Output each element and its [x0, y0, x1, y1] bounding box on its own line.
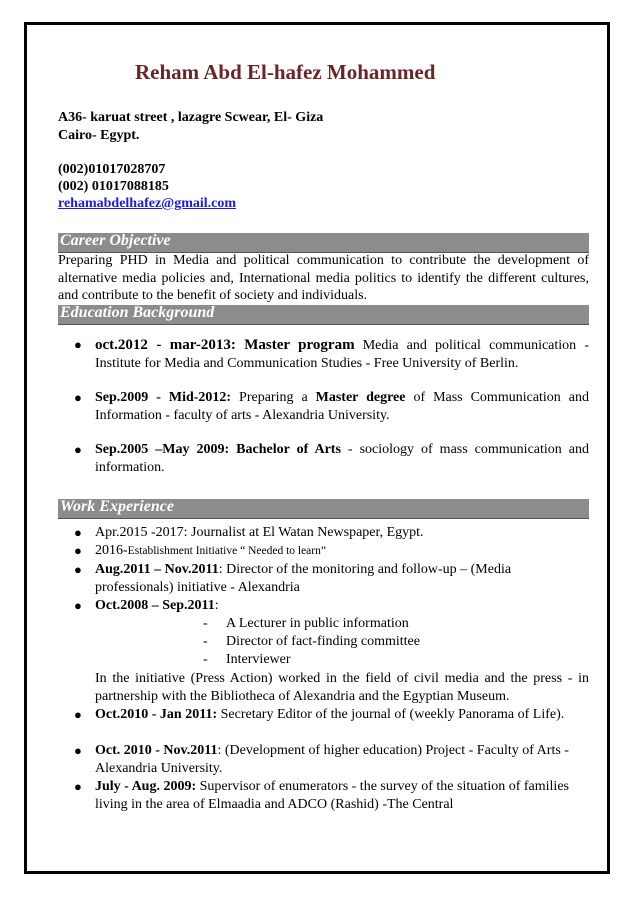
work-item-detail: Supervisor of enumerators - the survey of the situation of families living in the area of Elmaadia and ADCO (Rashid) -The Central: [95, 779, 569, 812]
address-line-1: A36- karuat street , lazagre Scwear, El- Giza: [58, 110, 324, 125]
education-item-text: [95, 389, 589, 425]
dash-icon: -: [203, 616, 208, 631]
education-header: [58, 305, 589, 325]
bullet-icon: ●: [74, 598, 82, 613]
career-objective-header: [58, 233, 589, 253]
work-item-date: Aug.2011 – Nov.2011: [95, 562, 219, 577]
bullet-icon: ●: [74, 743, 82, 758]
dash-icon: -: [203, 634, 208, 649]
career-objective-text: Preparing PHD in Media and political communication to contribute the development of alternative media policies and, International media politics to identify the different cultures, and contribute to the benefit of society and individuals.: [58, 253, 589, 303]
work-experience-title: Work Experience: [60, 498, 174, 515]
press-action-text: In the initiative (Press Action) worked in the field of civil media and the press - in partnership with the Bibliotheca of Alexandria and the Egyptian Museum.: [95, 671, 589, 704]
email-link[interactable]: rehamabdelhafez@gmail.com: [58, 196, 237, 211]
work-item-date: July - Aug. 2009:: [95, 779, 197, 794]
work-item-date: Oct. 2010 - Nov.2011: [95, 743, 218, 758]
work-item-text: [95, 597, 589, 615]
bullet-icon: ●: [74, 390, 82, 405]
work-item-date: Oct.2010 - Jan 2011:: [95, 707, 218, 722]
education-title: Education Background: [60, 304, 215, 321]
bullet-icon: ●: [74, 543, 82, 558]
bullet-icon: ●: [74, 779, 82, 794]
bullet-icon: ●: [74, 562, 82, 577]
work-item-date: Oct.2008 – Sep.2011: [95, 598, 215, 613]
career-objective-title: Career Objective: [60, 232, 171, 249]
sub-item-text: Director of fact-finding committee: [226, 634, 420, 649]
candidate-name: Reham Abd El-hafez Mohammed: [135, 60, 436, 84]
education-item-degree: Master degree: [315, 390, 406, 405]
work-item-text: [95, 561, 589, 597]
work-item-detail: Establishment Initiative “ Needed to learn”: [127, 545, 326, 557]
education-item-detail: of Mass Communication and Information - faculty of arts - Alexandria University.: [95, 390, 589, 423]
bullet-icon: ●: [74, 337, 82, 352]
address-line-2: Cairo- Egypt.: [58, 128, 140, 143]
work-item-year: 2016-: [95, 543, 128, 558]
dash-icon: -: [203, 652, 208, 667]
phone-1: (002)01017028707: [58, 162, 166, 177]
work-item-detail: Secretary Editor of the journal of (weekly Panorama of Life).: [217, 707, 565, 722]
work-item-text: [95, 778, 589, 814]
work-item-text: [95, 742, 589, 778]
phone-2: (002) 01017088185: [58, 179, 169, 194]
bullet-icon: ●: [74, 525, 82, 540]
work-item-detail: : Director of the monitoring and follow-up – (Media professionals) initiative - Alexandria: [95, 562, 512, 595]
sub-item-text: A Lecturer in public information: [226, 616, 409, 631]
education-item-detail: - sociology of mass communication and information.: [95, 442, 589, 475]
bullet-icon: ●: [74, 707, 82, 722]
work-item-text: Apr.2015 -2017: Journalist at El Watan Newspaper, Egypt.: [95, 525, 424, 540]
work-item-text: [95, 706, 589, 724]
sub-item-text: Interviewer: [226, 652, 291, 667]
education-item-text: [95, 441, 589, 477]
education-item-detail: Preparing a: [231, 390, 316, 405]
education-item-text: [95, 336, 589, 373]
work-item-text: [95, 542, 589, 560]
education-item-date: oct.2012 - mar-2013: Master program: [95, 337, 355, 353]
education-item-detail: Media and political communication - Institute for Media and Communication Studies - Free University of Berlin.: [95, 338, 589, 371]
education-item-date: Sep.2009 - Mid-2012:: [95, 390, 232, 405]
work-item-detail: :: [214, 598, 219, 613]
work-experience-header: [58, 499, 589, 519]
education-item-date: Sep.2005 –May 2009: Bachelor of Arts: [95, 442, 341, 457]
bullet-icon: ●: [74, 442, 82, 457]
work-item-detail: : (Development of higher education) Project - Faculty of Arts - Alexandria University.: [95, 743, 569, 776]
